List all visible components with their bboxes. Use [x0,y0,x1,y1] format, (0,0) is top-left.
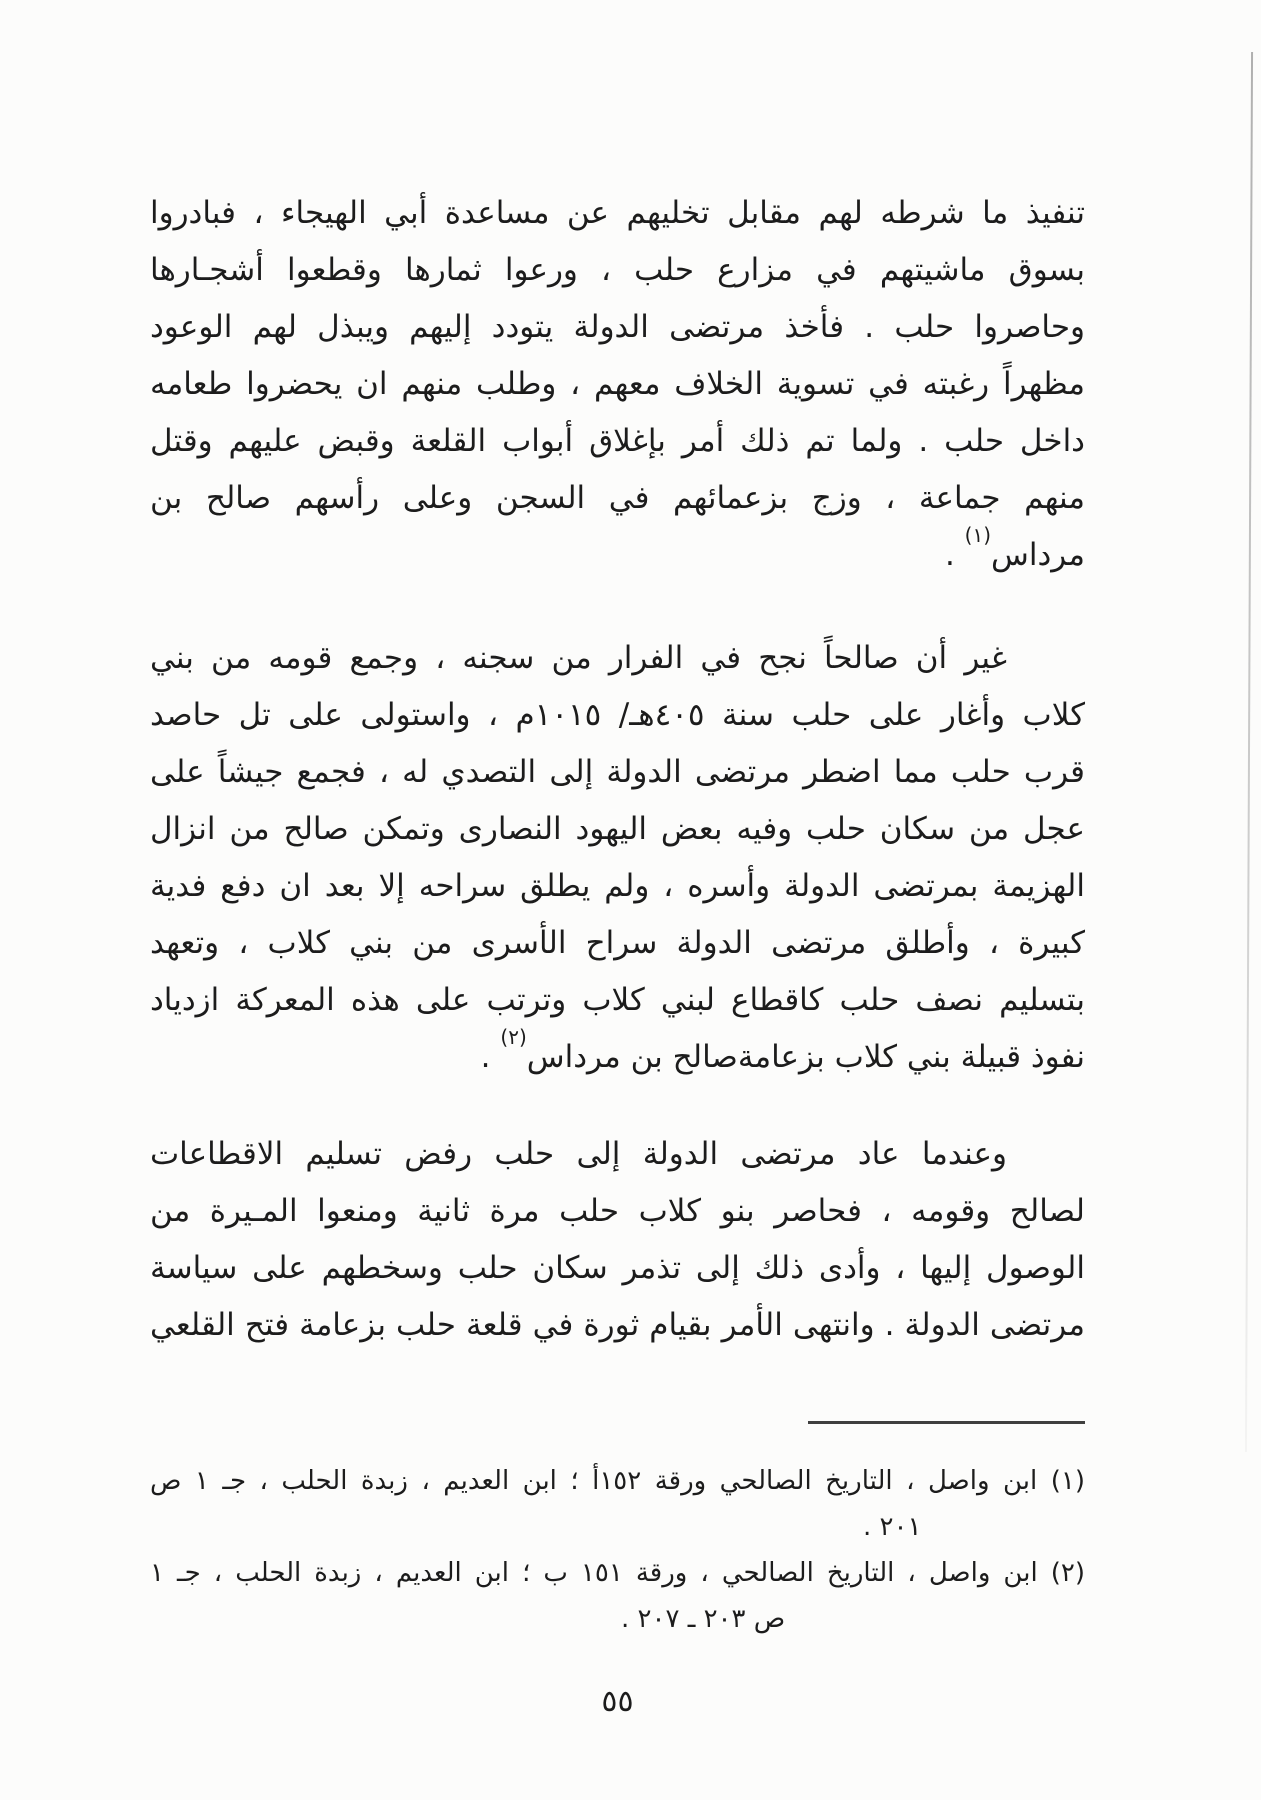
text-line: داخل حلب . ولما تم ذلك أمر بإغلاق أبواب القلعة وقبض عليهم وقتل [150,423,1085,459]
text-line: تنفيذ ما شرطه لهم مقابل تخليهم عن مساعدة أبي الهيجاء ، فبادروا [150,195,1085,231]
line-text: . [944,537,965,573]
paragraph [150,1126,1085,1354]
line-text: . [480,1039,501,1075]
text-line: مرتضى الدولة . وانتهى الأمر بقيام ثورة في قلعة حلب بزعامة فتح القلعي [150,1307,1085,1343]
text-line: لصالح وقومه ، فحاصر بنو كلاب حلب مرة ثانية ومنعوا المـيرة من [150,1193,1085,1229]
text-line: الوصول إليها ، وأدى ذلك إلى تذمر سكان حلب وسخطهم على سياسة [150,1250,1085,1286]
body-text [150,185,1085,1354]
footnote-line: ص ٢٠٣ ـ ٢٠٧ . [621,1604,786,1634]
footnote-ref-2: (٢) [500,1024,527,1049]
footnote-2 [150,1550,1085,1642]
footnote-line: ٢٠١ . [863,1512,922,1542]
page-number: ٥٥ [601,1684,634,1719]
text-line [150,1024,1085,1086]
text-line: مظهراً رغبته في تسوية الخلاف معهم ، وطلب منهم ان يحضروا طعامه [150,366,1085,402]
scan-edge-artifact [1245,52,1253,1452]
text-line: كبيرة ، وأطلق مرتضى الدولة سراح الأسرى من بني كلاب ، وتعهد [150,925,1085,961]
text-line: الهزيمة بمرتضى الدولة وأسره ، ولم يطلق سراحه إلا بعد ان دفع فدية [150,868,1085,904]
footnotes [150,1458,1085,1642]
footnote-ref-1: (١) [964,522,992,547]
line-text: نفوذ قبيلة بني كلاب بزعامةصالح بن مرداس [526,1039,1085,1075]
text-line: منهم جماعة ، وزج بزعمائهم في السجن وعلى رأسهم صالح بن [150,480,1085,516]
text-line: وحاصروا حلب . فأخذ مرتضى الدولة يتودد إليهم ويبذل لهم الوعود [150,309,1085,345]
footnote-line: (٢) ابن واصل ، التاريخ الصالحي ، ورقة ١٥١ ب ؛ ابن العديم ، زبدة الحلب ، جـ ١ [150,1558,1085,1588]
text-line: قرب حلب مما اضطر مرتضى الدولة إلى التصدي له ، فجمع جيشاً على [150,754,1085,790]
text-line: كلاب وأغار على حلب سنة ٤٠٥هـ/ ١٠١٥م ، واستولى على تل حاصد [150,697,1085,733]
text-line: غير أن صالحاً نجح في الفرار من سجنه ، وجمع قومه من بني [150,640,1007,676]
text-line [150,522,1085,584]
text-line: عجل من سكان حلب وفيه بعض اليهود النصارى وتمكن صالح من انزال [150,811,1085,847]
footnote-line: (١) ابن واصل ، التاريخ الصالحي ورقة ١٥٢أ ؛ ابن العديم ، زبدة الحلب ، جـ ١ ص [150,1466,1085,1496]
footnote-1 [150,1458,1085,1550]
text-line: بسوق ماشيتهم في مزارع حلب ، ورعوا ثمارها وقطعوا أشجـارها [150,252,1085,288]
line-text: مرداس [991,537,1085,573]
text-line: وعندما عاد مرتضى الدولة إلى حلب رفض تسليم الاقطاعات [150,1136,1007,1172]
footnote-separator [808,1421,1085,1424]
paragraph [150,185,1085,584]
paragraph [150,630,1085,1086]
text-line: بتسليم نصف حلب كاقطاع لبني كلاب وترتب على هذه المعركة ازدياد [150,982,1085,1018]
